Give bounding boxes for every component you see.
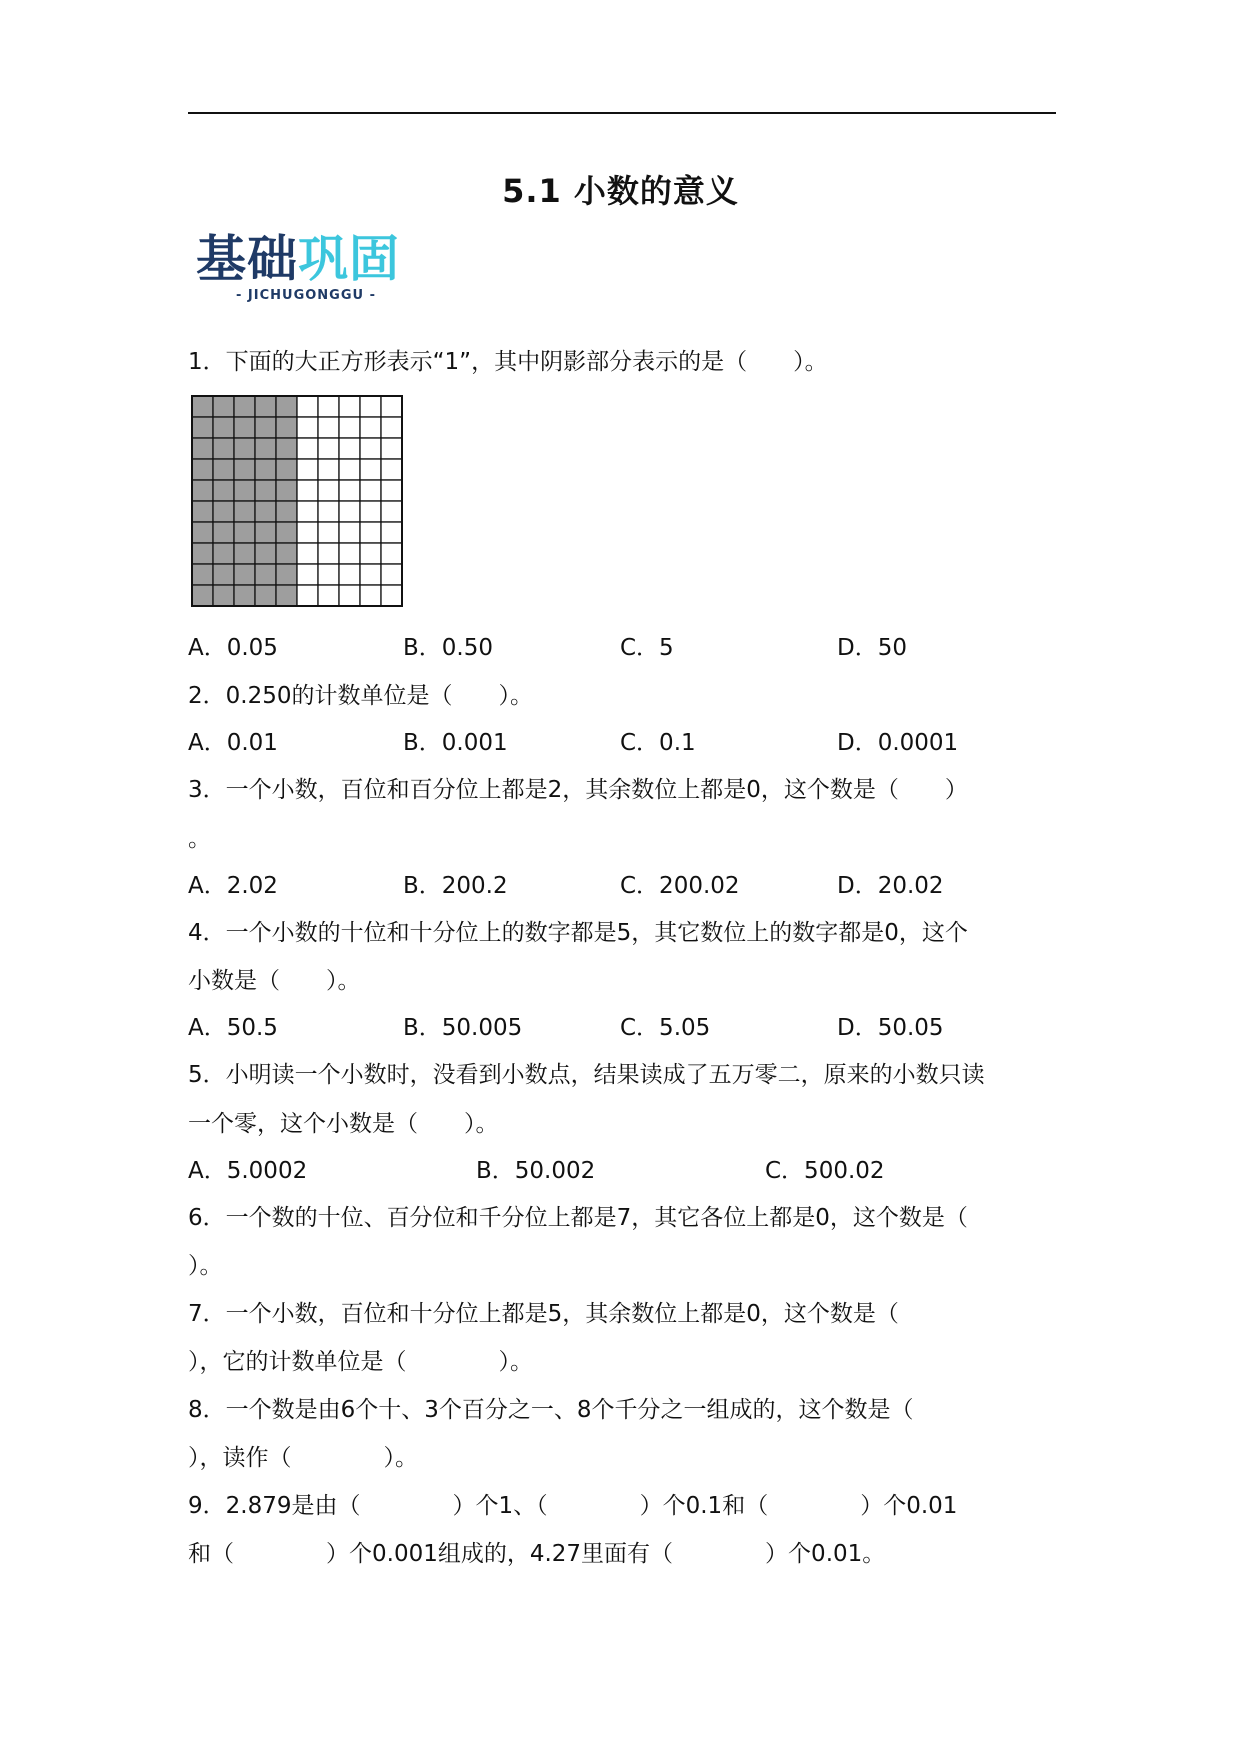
grid-cell: [297, 543, 318, 564]
q5-option-c: C．500.02: [765, 1158, 885, 1184]
grid-cell-shaded: [234, 564, 255, 585]
page-title: 5.1 小数的意义: [502, 172, 739, 210]
question-9-line-2: 和（ ）个0.001组成的，4.27里面有（ ）个0.01。: [188, 1541, 886, 1567]
question-4-line-2: 小数是（ ）。: [188, 968, 361, 994]
grid-cell-shaded: [192, 543, 213, 564]
section-logo: [196, 230, 416, 306]
grid-cell-shaded: [255, 564, 276, 585]
grid-cell-shaded: [276, 543, 297, 564]
grid-cell: [318, 396, 339, 417]
grid-cell-shaded: [213, 585, 234, 606]
grid-cell-shaded: [255, 459, 276, 480]
grid-cell-shaded: [255, 522, 276, 543]
grid-cell-shaded: [234, 522, 255, 543]
grid-cell-shaded: [276, 396, 297, 417]
q1-option-b: B．0.50: [403, 635, 493, 661]
grid-cell-shaded: [255, 501, 276, 522]
q3-option-d: D．20.02: [837, 873, 944, 899]
q1-option-d: D．50: [837, 635, 907, 661]
q5-option-a: A．5.0002: [188, 1158, 308, 1184]
question-7-line-1: 7．一个小数，百位和十分位上都是5，其余数位上都是0，这个数是（: [188, 1301, 899, 1327]
grid-cell: [339, 522, 360, 543]
grid-cell-shaded: [276, 564, 297, 585]
q3-option-b: B．200.2: [403, 873, 508, 899]
grid-cell: [339, 564, 360, 585]
grid-cell: [381, 438, 402, 459]
grid-cell: [381, 459, 402, 480]
grid-cell-shaded: [276, 417, 297, 438]
grid-cell-shaded: [234, 417, 255, 438]
grid-cell: [339, 501, 360, 522]
grid-cell: [360, 501, 381, 522]
question-1-line-1: 1．下面的大正方形表示“1”，其中阴影部分表示的是（ ）。: [188, 349, 828, 375]
grid-cell: [318, 459, 339, 480]
grid-cell: [381, 585, 402, 606]
q2-option-b: B．0.001: [403, 730, 508, 756]
grid-cell-shaded: [213, 522, 234, 543]
q1-option-a: A．0.05: [188, 635, 278, 661]
grid-cell-shaded: [213, 564, 234, 585]
grid-cell-shaded: [234, 459, 255, 480]
grid-cell: [381, 564, 402, 585]
q5-option-b: B．50.002: [476, 1158, 596, 1184]
grid-cell: [360, 564, 381, 585]
q2-option-a: A．0.01: [188, 730, 278, 756]
logo-text-dark: 基础: [196, 230, 298, 288]
grid-cell-shaded: [213, 396, 234, 417]
question-5-line-2: 一个零，这个小数是（ ）。: [188, 1111, 499, 1137]
question-9-line-1: 9．2.879是由（ ）个1、（ ）个0.1和（ ）个0.01: [188, 1493, 958, 1519]
grid-cell-shaded: [192, 522, 213, 543]
grid-cell: [297, 438, 318, 459]
grid-cell: [297, 522, 318, 543]
grid-cell-shaded: [192, 417, 213, 438]
grid-cell: [318, 522, 339, 543]
logo-subtitle: - JICHUGONGGU -: [236, 288, 376, 303]
question-2-line-1: 2．0.250的计数单位是（ ）。: [188, 683, 533, 709]
grid-cell-shaded: [192, 585, 213, 606]
grid-cell-shaded: [234, 585, 255, 606]
grid-cell: [318, 564, 339, 585]
grid-cell-shaded: [255, 480, 276, 501]
question-7-line-2: ），它的计数单位是（ ）。: [188, 1349, 533, 1375]
q4-option-c: C．5.05: [620, 1015, 711, 1041]
grid-cell-shaded: [255, 585, 276, 606]
grid-cell-shaded: [255, 396, 276, 417]
grid-cell-shaded: [213, 501, 234, 522]
grid-cell-shaded: [213, 417, 234, 438]
grid-cell-shaded: [255, 417, 276, 438]
grid-cell: [297, 396, 318, 417]
grid-cell: [297, 585, 318, 606]
grid-cell: [360, 543, 381, 564]
q4-option-d: D．50.05: [837, 1015, 944, 1041]
grid-cell: [339, 585, 360, 606]
grid-cell: [381, 501, 402, 522]
header-rule: [188, 112, 1056, 114]
question-8-line-2: ），读作（ ）。: [188, 1445, 418, 1471]
grid-cell-shaded: [192, 396, 213, 417]
grid-cell: [318, 585, 339, 606]
grid-cell-shaded: [276, 585, 297, 606]
grid-cell: [297, 459, 318, 480]
question-5-line-1: 5．小明读一个小数时，没看到小数点，结果读成了五万零二，原来的小数只读: [188, 1062, 985, 1088]
question-8-line-1: 8．一个数是由6个十、3个百分之一、8个千分之一组成的，这个数是（: [188, 1397, 914, 1423]
grid-cell: [297, 480, 318, 501]
grid-cell-shaded: [276, 438, 297, 459]
grid-cell: [318, 480, 339, 501]
q4-option-b: B．50.005: [403, 1015, 523, 1041]
grid-cell: [360, 417, 381, 438]
grid-cell-shaded: [213, 543, 234, 564]
grid-cell-shaded: [234, 480, 255, 501]
grid-cell: [339, 396, 360, 417]
grid-cell: [381, 417, 402, 438]
grid-cell: [318, 543, 339, 564]
grid-cell-shaded: [276, 480, 297, 501]
grid-cell: [318, 417, 339, 438]
question-4-line-1: 4．一个小数的十位和十分位上的数字都是5，其它数位上的数字都是0，这个: [188, 920, 968, 946]
grid-cell: [339, 438, 360, 459]
grid-cell: [360, 522, 381, 543]
logo-text-light: 巩固: [298, 230, 400, 288]
question-6-line-1: 6．一个数的十位、百分位和千分位上都是7，其它各位上都是0，这个数是（: [188, 1205, 968, 1231]
grid-cell-shaded: [276, 522, 297, 543]
grid-cell: [360, 396, 381, 417]
question-3-line-1: 3．一个小数，百位和百分位上都是2，其余数位上都是0，这个数是（ ）: [188, 777, 968, 803]
grid-cell-shaded: [192, 501, 213, 522]
grid-cell-shaded: [234, 438, 255, 459]
grid-cell: [360, 459, 381, 480]
grid-cell-shaded: [192, 564, 213, 585]
grid-cell: [381, 396, 402, 417]
grid-cell-shaded: [255, 543, 276, 564]
grid-cell: [339, 417, 360, 438]
grid-cell-shaded: [234, 501, 255, 522]
grid-cell: [318, 438, 339, 459]
grid-cell: [360, 438, 381, 459]
q3-option-a: A．2.02: [188, 873, 278, 899]
grid-cell-shaded: [213, 438, 234, 459]
grid-cell-shaded: [192, 438, 213, 459]
grid-cell: [318, 501, 339, 522]
grid-cell-shaded: [213, 459, 234, 480]
question-3-line-2: 。: [188, 826, 211, 852]
q1-option-c: C．5: [620, 635, 674, 661]
grid-cell-shaded: [276, 459, 297, 480]
grid-cell: [339, 480, 360, 501]
grid-cell: [381, 480, 402, 501]
grid-cell-shaded: [234, 396, 255, 417]
q2-option-c: C．0.1: [620, 730, 696, 756]
grid-cell: [381, 543, 402, 564]
grid-cell-shaded: [276, 501, 297, 522]
grid-cell: [297, 501, 318, 522]
grid-cell-shaded: [255, 438, 276, 459]
q2-option-d: D．0.0001: [837, 730, 959, 756]
q4-option-a: A．50.5: [188, 1015, 278, 1041]
grid-cell: [339, 459, 360, 480]
grid-cell: [297, 417, 318, 438]
hundred-grid-figure: [190, 394, 404, 608]
question-6-line-2: ）。: [188, 1253, 223, 1279]
grid-cell: [381, 522, 402, 543]
q3-option-c: C．200.02: [620, 873, 740, 899]
grid-cell: [360, 585, 381, 606]
grid-cell: [339, 543, 360, 564]
grid-cell-shaded: [234, 543, 255, 564]
grid-cell-shaded: [192, 459, 213, 480]
grid-cell-shaded: [213, 480, 234, 501]
grid-cell-shaded: [192, 480, 213, 501]
grid-cell: [297, 564, 318, 585]
grid-cell: [360, 480, 381, 501]
